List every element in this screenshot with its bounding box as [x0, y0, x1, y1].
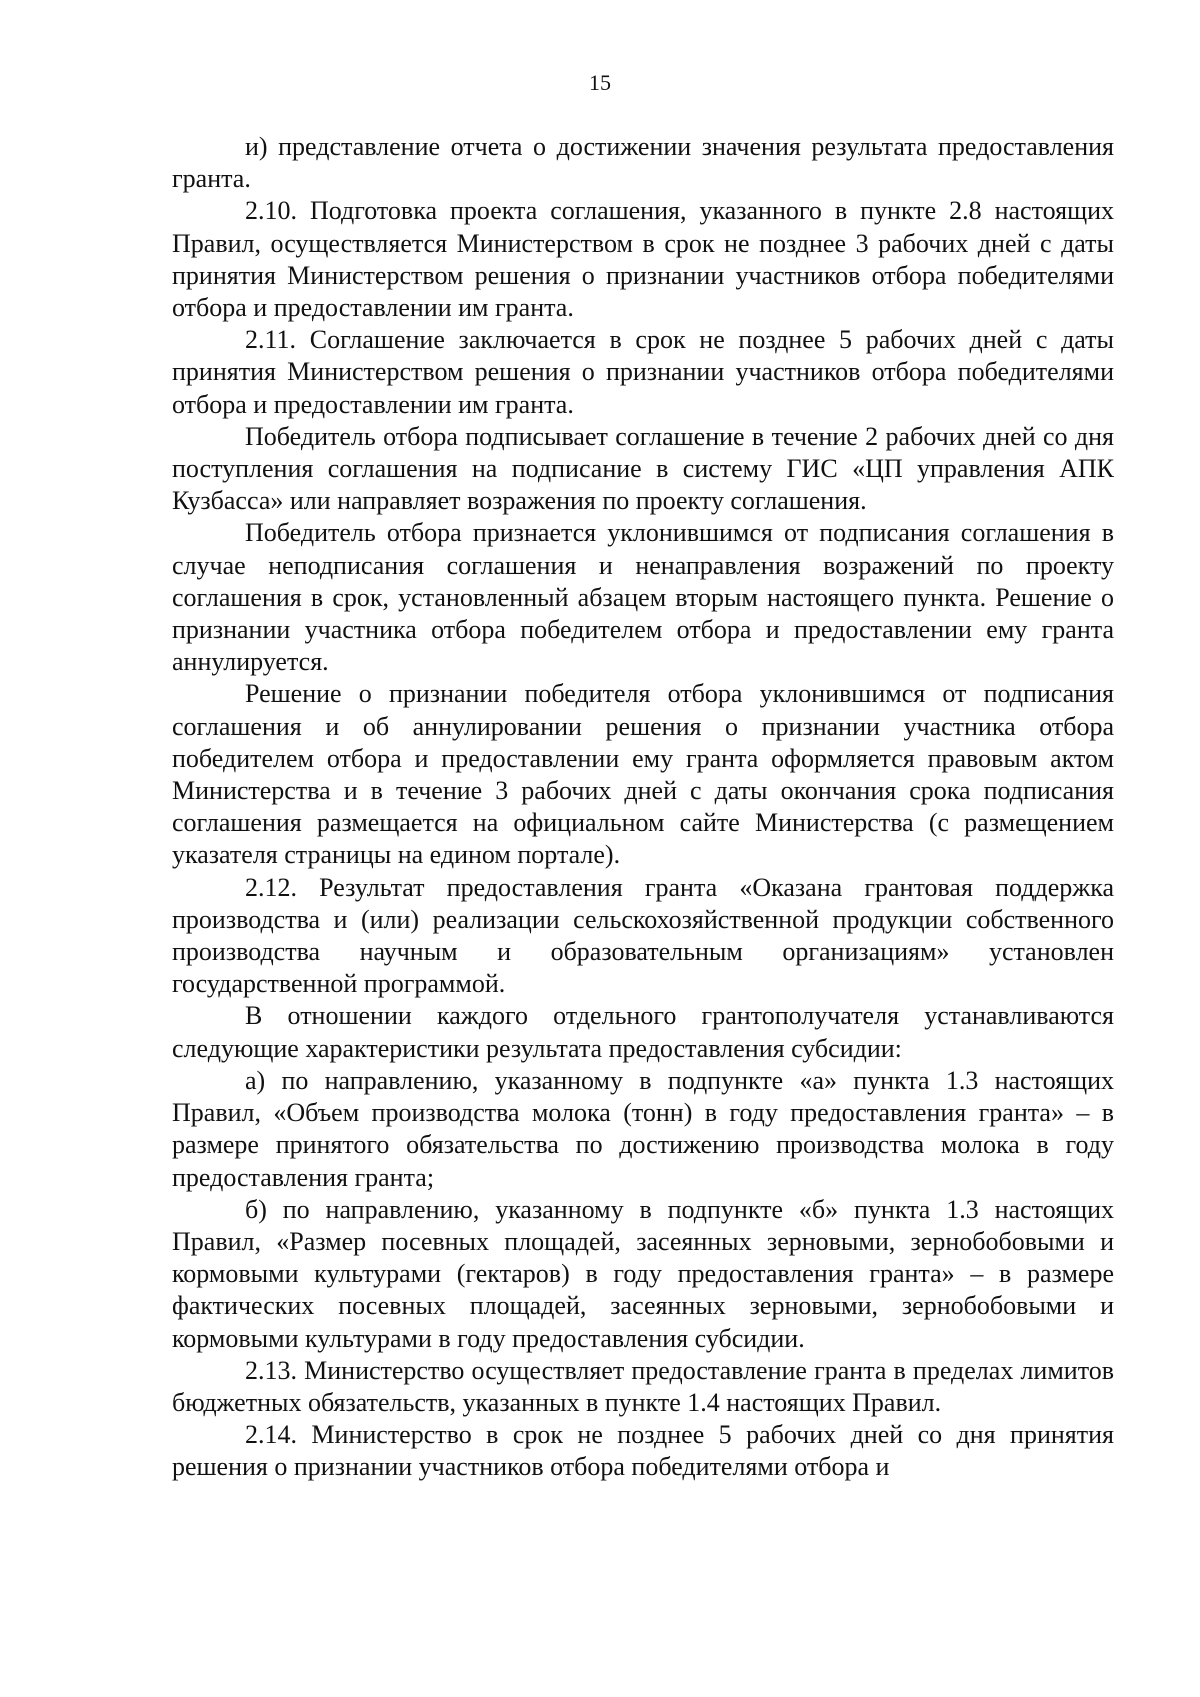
paragraph-2-12: 2.12. Результат предоставления гранта «Оказана грантовая поддержка производства и (или) реализации сельскохозяйственной продукции собственного производства научным и образовательным организациям» установлен государственной программой. — [172, 872, 1114, 999]
paragraph-annulment: Решение о признании победителя отбора уклонившимся от подписания соглашения и об аннулировании решения о признании участника отбора победителем отбора и предоставлении ему гранта оформляется правовым актом Министерства и в течение 3 рабочих дней с даты окончания срока подписания соглашения размещается на официальном сайте Министерства (с размещением указателя страницы на едином портале). — [172, 679, 1114, 870]
paragraph-subitem-a: а) по направлению, указанному в подпункте «а» пункта 1.3 настоящих Правил, «Объем производства молока (тонн) в году предоставления гранта» – в размере принятого обязательства по достижению производства молока в году предоставления гранта; — [172, 1065, 1114, 1192]
paragraph-2-14: 2.14. Министерство в срок не позднее 5 рабочих дней со дня принятия решения о признании участников отбора победителями отбора и — [172, 1420, 1114, 1482]
paragraph-evasion: Победитель отбора признается уклонившимся от подписания соглашения в случае неподписания соглашения и ненаправления возражений по проекту соглашения в срок, установленный абзацем вторым настоящего пункта. Решение о признании участника отбора победителем отбора и предоставлении ему гранта аннулируется. — [172, 518, 1114, 677]
document-body — [172, 131, 1114, 1484]
paragraph-2-10: 2.10. Подготовка проекта соглашения, указанного в пункте 2.8 настоящих Правил, осуществляется Министерством в срок не позднее 3 рабочих дней с даты принятия Министерством решения о признании участников отбора победителями отбора и предоставлении им гранта. — [172, 196, 1114, 323]
paragraph-subitem-b: б) по направлению, указанному в подпункте «б» пункта 1.3 настоящих Правил, «Размер посевных площадей, засеянных зерновыми, зернобобовыми и кормовыми культурами (гектаров) в году предоставления гранта» – в размере фактических посевных площадей, засеянных зерновыми, зернобобовыми и кормовыми культурами в году предоставления субсидии. — [172, 1194, 1114, 1353]
paragraph-item-i: и) представление отчета о достижении значения результата предоставления гранта. — [172, 132, 1114, 194]
paragraph-characteristics: В отношении каждого отдельного грантополучателя устанавливаются следующие характеристики результата предоставления субсидии: — [172, 1001, 1114, 1063]
paragraph-signing-term: Победитель отбора подписывает соглашение в течение 2 рабочих дней со дня поступления соглашения на подписание в систему ГИС «ЦП управления АПК Кузбасса» или направляет возражения по проекту соглашения. — [172, 421, 1114, 516]
page-number: 15 — [589, 70, 611, 95]
paragraph-2-11: 2.11. Соглашение заключается в срок не позднее 5 рабочих дней с даты принятия Министерством решения о признании участников отбора победителями отбора и предоставлении им гранта. — [172, 325, 1114, 419]
paragraph-2-13: 2.13. Министерство осуществляет предоставление гранта в пределах лимитов бюджетных обязательств, указанных в пункте 1.4 настоящих Правил. — [172, 1355, 1114, 1417]
